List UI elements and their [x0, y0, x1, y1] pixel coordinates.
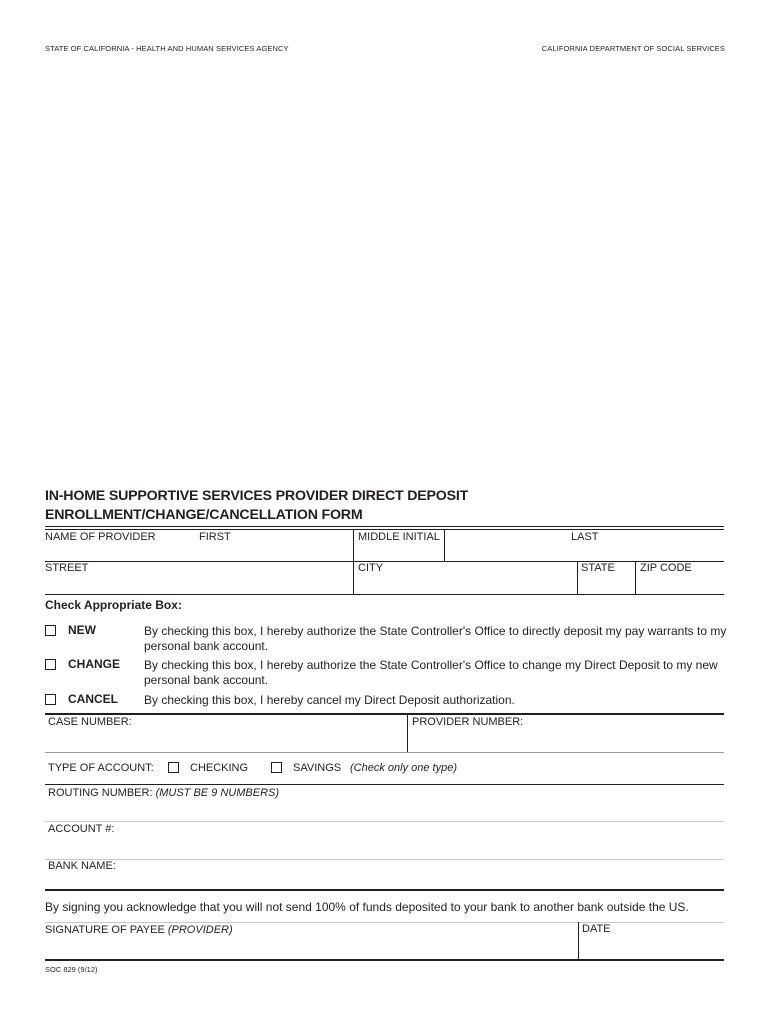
account-number-field[interactable] — [120, 823, 723, 858]
date-label: DATE — [582, 923, 611, 935]
bank-name-label: BANK NAME: — [48, 860, 116, 872]
first-name-field[interactable] — [45, 545, 352, 560]
address-row-bottom-rule — [45, 594, 724, 595]
signature-note: (PROVIDER) — [167, 924, 233, 936]
signature-top-rule — [45, 922, 724, 923]
provider-name-label: NAME OF PROVIDER — [45, 531, 156, 543]
routing-bottom-rule — [45, 821, 724, 822]
name-divider-2 — [444, 530, 445, 561]
zip-code-field[interactable] — [637, 577, 723, 593]
form-title-line1: IN-HOME SUPPORTIVE SERVICES PROVIDER DIRECT DEPOSIT — [45, 488, 469, 504]
case-provider-divider — [407, 715, 408, 752]
change-option-label: CHANGE — [68, 657, 121, 671]
routing-number-field[interactable] — [45, 802, 723, 820]
new-checkbox[interactable] — [45, 625, 56, 636]
provider-number-field[interactable] — [409, 731, 723, 751]
city-field[interactable] — [355, 577, 576, 593]
check-box-heading: Check Appropriate Box: — [45, 598, 182, 612]
address-divider-3 — [635, 561, 636, 594]
state-label: STATE — [581, 562, 615, 574]
cancel-option-label: CANCEL — [68, 692, 118, 706]
routing-number-label — [48, 787, 279, 799]
street-field[interactable] — [45, 577, 352, 593]
new-option-text: By checking this box, I hereby authorize the State Controller's Office to directly deposit my pay warrants to my personal bank account. — [144, 624, 727, 653]
agency-header: STATE OF CALIFORNIA - HEALTH AND HUMAN SERVICES AGENCY — [45, 44, 289, 53]
cancel-checkbox[interactable] — [45, 694, 56, 705]
state-field[interactable] — [579, 577, 634, 593]
bank-name-bottom-rule — [45, 889, 724, 891]
routing-number-note: (MUST BE 9 NUMBERS) — [155, 787, 280, 799]
middle-initial-field[interactable] — [355, 545, 443, 560]
signature-label — [45, 924, 233, 936]
case-row-bottom-rule — [45, 752, 724, 753]
provider-number-label: PROVIDER NUMBER: — [412, 716, 524, 728]
department-header: CALIFORNIA DEPARTMENT OF SOCIAL SERVICES — [541, 44, 725, 53]
first-name-label: FIRST — [199, 531, 231, 543]
case-number-field[interactable] — [45, 731, 406, 751]
case-number-label: CASE NUMBER: — [48, 716, 132, 728]
checking-label: CHECKING — [190, 762, 249, 774]
signature-bottom-rule — [45, 959, 724, 961]
account-type-bottom-rule — [45, 784, 724, 785]
new-option-label: NEW — [68, 623, 96, 637]
name-divider-1 — [353, 530, 354, 561]
last-name-label: LAST — [571, 531, 599, 543]
account-number-label: ACCOUNT #: — [48, 823, 115, 835]
account-type-label: TYPE OF ACCOUNT: — [48, 762, 154, 774]
form-number: SOC 829 (9/12) — [45, 965, 98, 974]
address-divider-2 — [577, 561, 578, 594]
routing-number-label-text: ROUTING NUMBER: — [48, 787, 153, 799]
city-label: CITY — [358, 562, 384, 574]
savings-checkbox[interactable] — [271, 762, 282, 773]
change-option-text: By checking this box, I hereby authorize the State Controller's Office to change my Direct Deposit to my new personal bank account. — [144, 658, 718, 687]
middle-initial-label: MIDDLE INITIAL — [358, 531, 440, 543]
savings-label: SAVINGS — [293, 762, 342, 774]
title-rule-bottom — [45, 529, 724, 530]
signature-date-divider — [578, 922, 579, 959]
signature-label-text: SIGNATURE OF PAYEE — [45, 924, 165, 936]
bank-name-field[interactable] — [120, 860, 723, 888]
last-name-field[interactable] — [446, 545, 723, 560]
street-label: STREET — [45, 562, 89, 574]
acknowledgement-text: By signing you acknowledge that you will not send 100% of funds deposited to your bank to another bank outside the US. — [45, 900, 689, 914]
zip-code-label: ZIP CODE — [640, 562, 692, 574]
change-checkbox[interactable] — [45, 659, 56, 670]
address-divider-1 — [353, 561, 354, 594]
case-row-top-rule — [45, 713, 724, 715]
date-field[interactable] — [580, 939, 723, 958]
title-rule-top — [45, 526, 724, 527]
name-row-bottom-rule — [45, 561, 724, 562]
signature-field[interactable] — [45, 939, 576, 958]
checking-checkbox[interactable] — [168, 762, 179, 773]
check-only-one-note: (Check only one type) — [350, 762, 457, 774]
form-title-line2: ENROLLMENT/CHANGE/CANCELLATION FORM — [45, 507, 363, 523]
cancel-option-text: By checking this box, I hereby cancel my Direct Deposit authorization. — [144, 693, 515, 707]
